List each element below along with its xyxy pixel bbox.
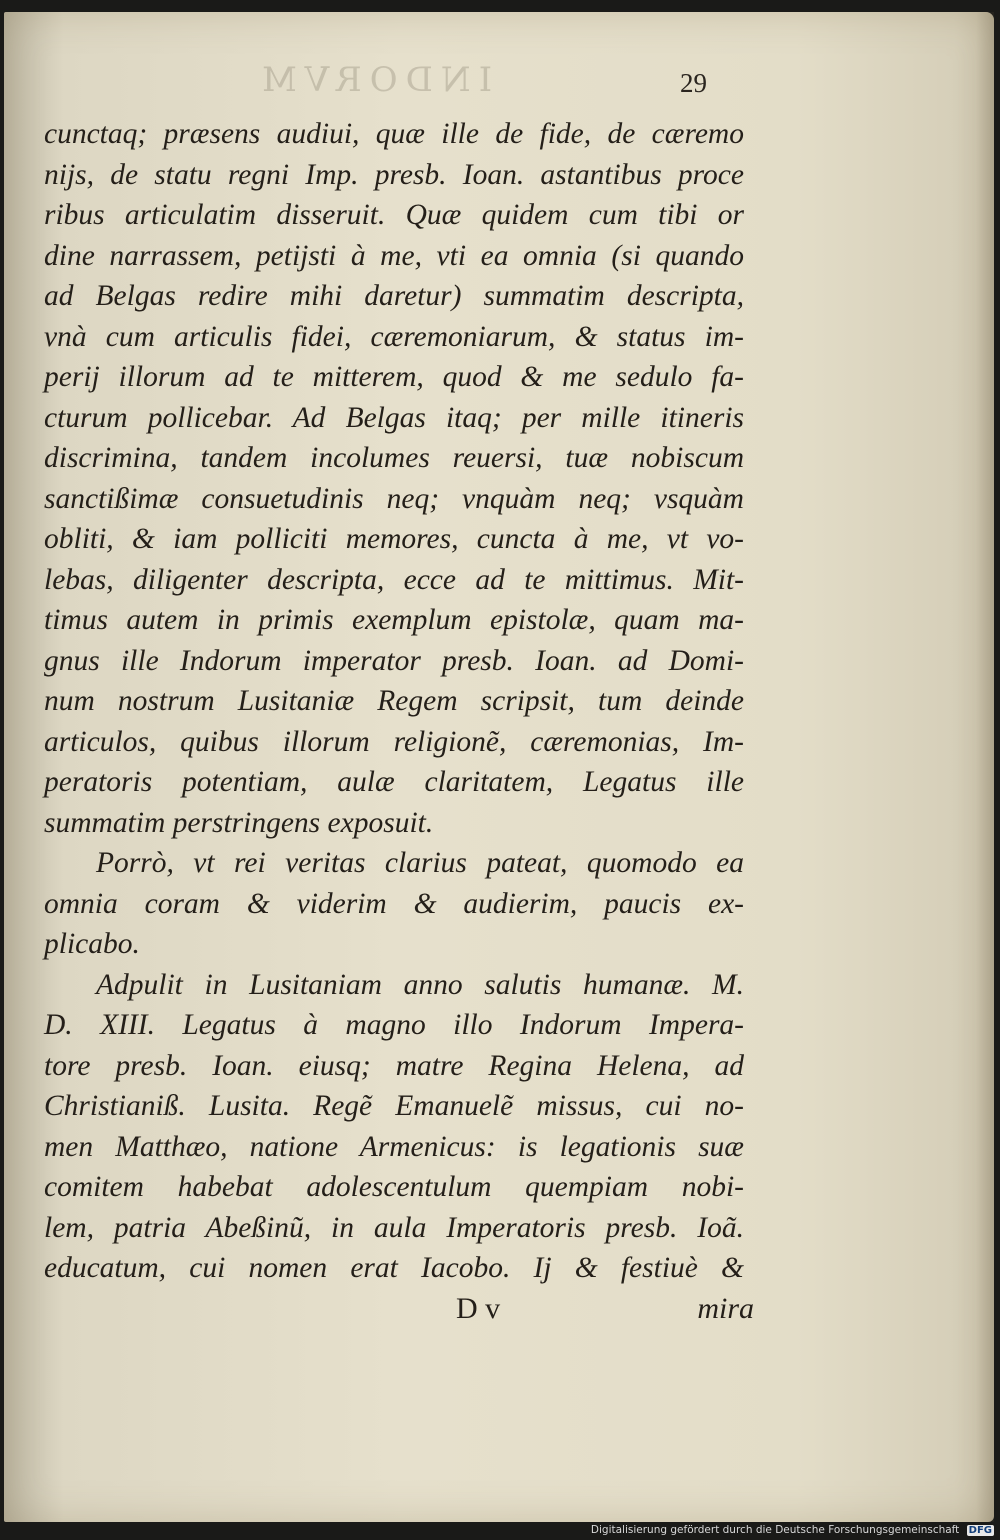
signature-mark: D v [456,1292,501,1325]
text-line: peratoris potentiam, aulæ claritatem, Legatus ille [44,766,744,798]
text-line: vnà cum articulis fidei, cæremoniarum, & status im- [44,320,744,353]
text-line: obliti, & iam polliciti memores, cuncta à me, vt vo- [44,523,744,555]
digitization-credit [591,1524,994,1536]
text-line: plicabo. [44,928,140,960]
text-line: sanctißimæ consuetudinis neq; vnquàm neq; vsquàm [44,482,744,515]
text-line: timus autem in primis exemplum epistolæ, quam ma- [44,604,744,636]
text-line: omnia coram & viderim & audierim, paucis ex- [44,887,744,920]
text-line: gnus ille Indorum imperator presb. Ioan. ad Domi- [44,644,744,677]
text-line: cunctaq; præsens audiui, quæ ille de fide, de cæremo [44,118,744,150]
text-line: tore presb. Ioan. eiusq; matre Regina Helena, ad [44,1049,744,1082]
text-line: educatum, cui nomen erat Iacobo. Ij & festiuè & [44,1252,744,1284]
body-text [44,114,744,1289]
text-line: Christianiß. Lusita. Regẽ Emanuelẽ missus, cui no- [44,1090,744,1122]
page-edge-shadow [976,12,994,1522]
text-line: Porrò, vt rei veritas clarius pateat, quomodo ea [96,847,744,879]
text-line: num nostrum Lusitaniæ Regem scripsit, tum deinde [44,685,744,717]
book-page [4,12,994,1522]
page-footer [44,1292,754,1332]
text-line: cturum pollicebar. Ad Belgas itaq; per mille itineris [44,401,744,434]
catchword: mira [697,1292,754,1325]
text-line: D. XIII. Legatus à magno illo Indorum Impera- [44,1009,744,1041]
text-line: perij illorum ad te mitterem, quod & me sedulo fa- [44,361,744,393]
text-line: ad Belgas redire mihi daretur) summatim descripta, [44,280,744,312]
credit-text: Digitalisierung gefördert durch die Deutsche Forschungsgemeinschaft [590,1524,960,1536]
text-line: comitem habebat adolescentulum quempiam nobi- [44,1171,744,1203]
text-line: dine narrassem, petijsti à me, vti ea omnia (si quando [44,239,744,272]
text-line: Adpulit in Lusitaniam anno salutis humanæ. M. [96,968,744,1001]
text-line: nijs, de statu regni Imp. presb. Ioan. astantibus proce [44,158,744,191]
page-number: 29 [680,68,707,98]
text-line: men Matthæo, natione Armenicus: is legationis suæ [44,1130,744,1163]
text-line: lebas, diligenter descripta, ecce ad te mittimus. Mit- [44,563,744,596]
text-line: ribus articulatim disseruit. Quæ quidem cum tibi or [44,199,744,231]
dfg-logo: DFG [968,1525,992,1536]
text-line: discrimina, tandem incolumes reuersi, tuæ nobiscum [44,442,744,474]
text-line: summatim perstringens exposuit. [44,806,434,839]
text-line: articulos, quibus illorum religionẽ, cæremonias, Im- [44,725,744,758]
bleed-through-text: INDORVM [254,60,493,100]
text-line: lem, patria Abeßinũ, in aula Imperatoris presb. Ioã. [44,1211,744,1244]
